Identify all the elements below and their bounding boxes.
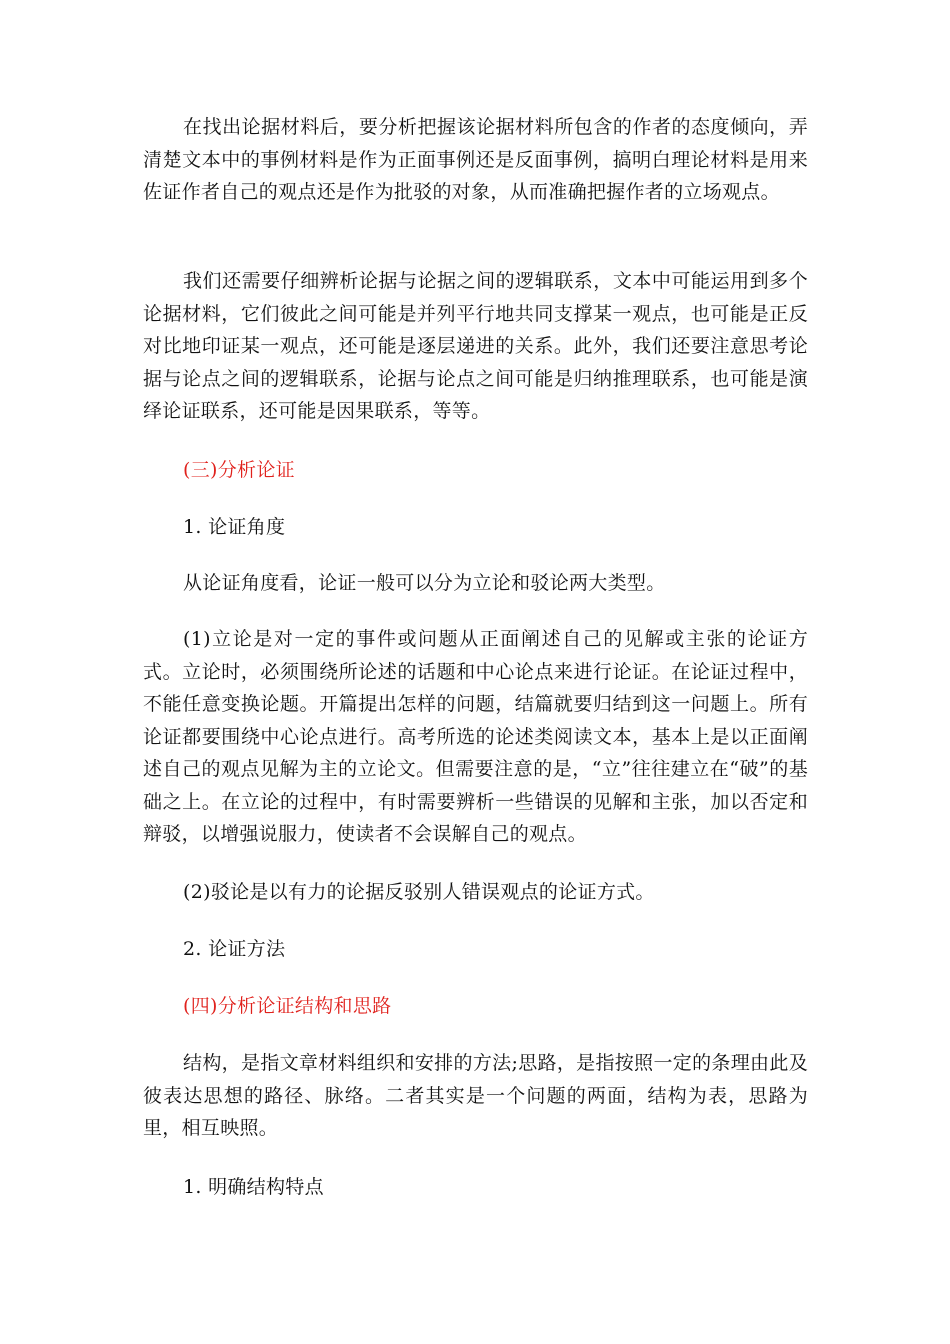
subheading-argument-angle: 1. 论证角度 [183,516,286,538]
section-heading-4: (四)分析论证结构和思路 [183,995,392,1017]
subheading-structure-features: 1. 明确结构特点 [183,1176,324,1198]
paragraph-logic: 我们还需要仔细辨析论据与论据之间的逻辑联系，文本中可能运用到多个论据材料，它们彼此之间可能是并列平行地共同支撑某一观点，也可能是正反对比地印证某一观点，还可能是逐层递进的关系。此外，我们还要注意思考论据与论点之间的逻辑联系，论据与论点之间可能是归纳推理联系，也可能是演绎论证联系，还可能是因果联系，等等。 [143,270,808,422]
paragraph-structure: 结构，是指文章材料组织和安排的方法;思路，是指按照一定的条理由此及彼表达思想的路径、脉络。二者其实是一个问题的两面，结构为表，思路为里，相互映照。 [143,1052,808,1139]
paragraph-lilun: (1)立论是对一定的事件或问题从正面阐述自己的见解或主张的论证方式。立论时，必须围绕所论述的话题和中心论点来进行论证。在论证过程中，不能任意变换论题。开篇提出怎样的问题，结篇就要归结到这一问题上。所有论证都要围绕中心论点进行。高考所选的论述类阅读文本，基本上是以正面阐述自己的观点见解为主的立论文。但需要注意的是，“立”往往建立在“破”的基础之上。在立论的过程中，有时需要辨析一些错误的见解和主张，加以否定和辩驳，以增强说服力，使读者不会误解自己的观点。 [143,628,808,845]
subheading-argument-method: 2. 论证方法 [183,938,286,960]
section-heading-3: (三)分析论证 [183,459,295,481]
paragraph-angle-intro: 从论证角度看，论证一般可以分为立论和驳论两大类型。 [183,572,666,594]
paragraph-bolun: (2)驳论是以有力的论据反驳别人错误观点的论证方式。 [183,881,655,903]
paragraph-stance: 在找出论据材料后，要分析把握该论据材料所包含的作者的态度倾向，弄清楚文本中的事例材料是作为正面事例还是反面事例，搞明白理论材料是用来佐证作者自己的观点还是作为批驳的对象，从而准确把握作者的立场观点。 [143,116,808,203]
